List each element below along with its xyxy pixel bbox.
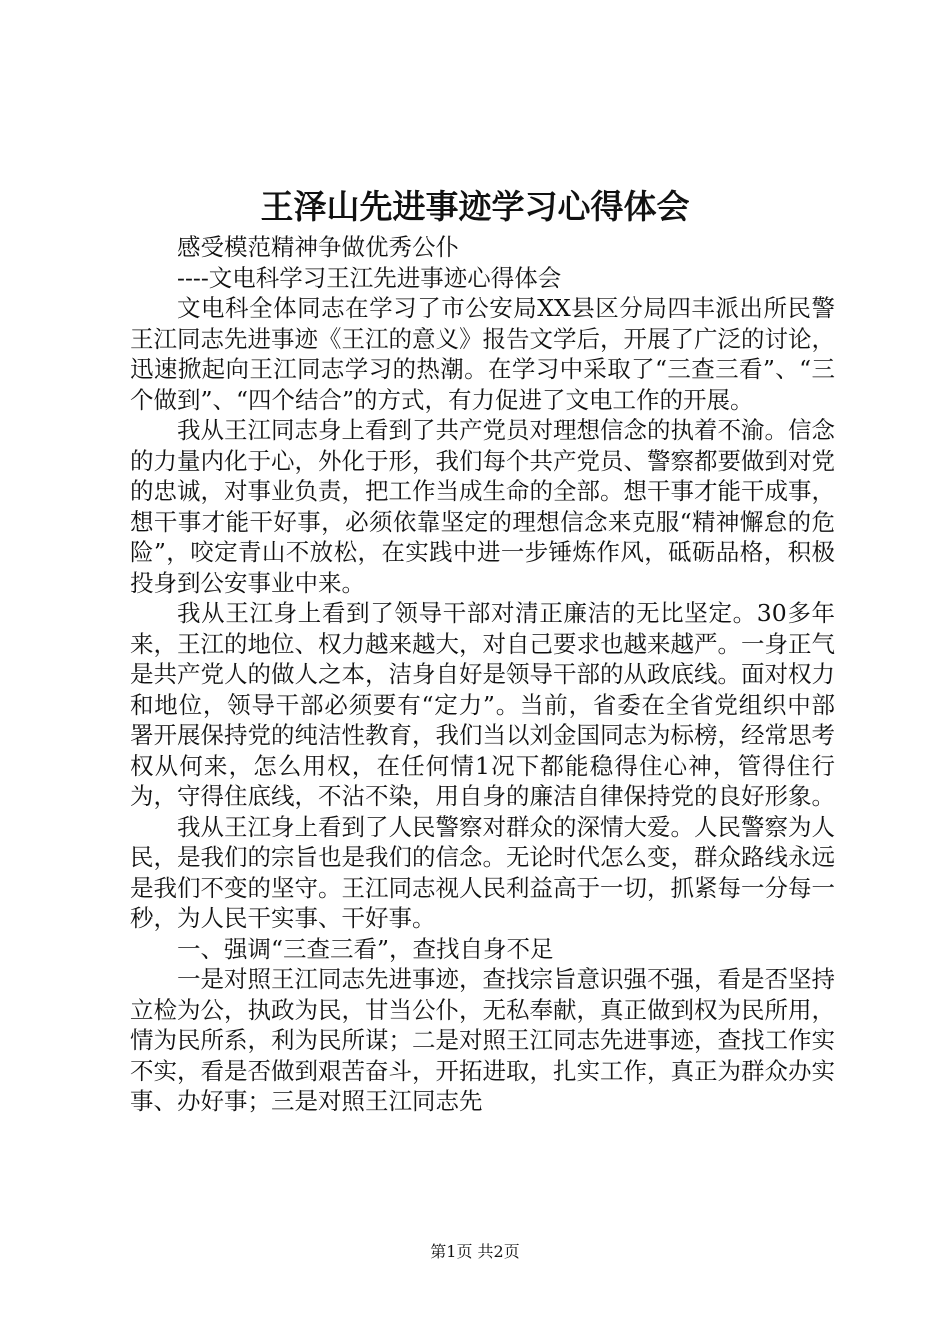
document-body xyxy=(130,232,835,1117)
section-heading-1: 一、强调“三查三看”，查找自身不足 xyxy=(177,934,554,963)
paragraph-3: 我从王江身上看到了领导干部对清正廉洁的无比坚定。30多年来，王江的地位、权力越来越大，对自己要求也越来越严。一身正气是共产党人的做人之本，洁身自好是领导干部的从政底线。面对权力和地位，领导干部必须要有“定力”。当前，省委在全省党组织中部署开展保持党的纯洁性教育，我们当以刘金国同志为标榜，经常思考权从何来，怎么用权，在任何情1况下都能稳得住心神，管得住行为，守得住底线，不沾不染，用自身的廉洁自律保持党的良好形象。 xyxy=(130,599,835,810)
document-title: 王泽山先进事迹学习心得体会 xyxy=(260,187,690,226)
page-footer: 第1页 共2页 xyxy=(430,1242,520,1261)
subtitle-2: ----文电科学习王江先进事迹心得体会 xyxy=(177,263,562,292)
paragraph-1: 文电科全体同志在学习了市公安局XX县区分局四丰派出所民警王江同志先进事迹《王江的意义》报告文学后，开展了广泛的讨论，迅速掀起向王江同志学习的热潮。在学习中采取了“三查三看”、“三个做到”、“四个结合”的方式，有力促进了文电工作的开展。 xyxy=(130,294,835,414)
paragraph-4: 我从王江身上看到了人民警察对群众的深情大爱。人民警察为人民，是我们的宗旨也是我们的信念。无论时代怎么变，群众路线永远是我们不变的坚守。王江同志视人民利益高于一切，抓紧每一分每一秒，为人民干实事、干好事。 xyxy=(130,812,835,932)
paragraph-2: 我从王江同志身上看到了共产党员对理想信念的执着不渝。信念的力量内化于心，外化于形，我们每个共产党员、警察都要做到对党的忠诚，对事业负责，把工作当成生命的全部。想干事才能干成事，想干事才能干好事，必须依靠坚定的理想信念来克服“精神懈怠的危险”，咬定青山不放松，在实践中进一步锤炼作风，砥砺品格，积极投身到公安事业中来。 xyxy=(130,416,835,597)
paragraph-5: 一是对照王江同志先进事迹，查找宗旨意识强不强，看是否坚持立检为公，执政为民，甘当公仆，无私奉献，真正做到权为民所用，情为民所系，利为民所谋；二是对照王江同志先进事迹，查找工作实不实，看是否做到艰苦奋斗，开拓进取，扎实工作，真正为群众办实事、办好事；三是对照王江同志先 xyxy=(130,965,835,1115)
subtitle-1: 感受模范精神争做优秀公仆 xyxy=(177,233,459,261)
